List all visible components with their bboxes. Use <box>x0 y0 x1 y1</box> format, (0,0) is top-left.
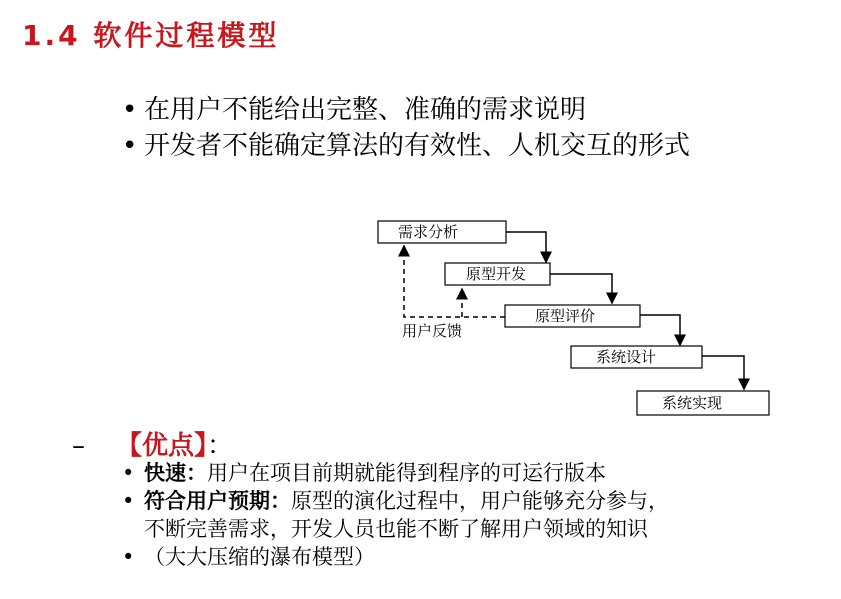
page-title: 1.4 软件过程模型 <box>22 19 280 52</box>
flow-arrow <box>702 356 744 389</box>
flow-arrow <box>640 315 680 345</box>
advantages-list <box>122 459 669 571</box>
flow-arrow <box>550 274 612 303</box>
flow-arrow <box>506 232 546 262</box>
list-item: • 符合用户预期：原型的演化过程中，用户能够充分参与， <box>122 489 669 513</box>
feedback-label: 用户反馈 <box>402 322 463 340</box>
box-label: 原型开发 <box>466 265 527 283</box>
advantages-heading <box>72 425 233 462</box>
item-key: 快速： <box>144 461 207 485</box>
advantages-label: 【优点】 <box>116 431 208 461</box>
item-key: 符合用户预期： <box>144 489 291 513</box>
bullet-text: 在用户不能给出完整、准确的需求说明 <box>144 95 587 125</box>
bullet-item: • 在用户不能给出完整、准确的需求说明 <box>122 95 587 125</box>
item-text: （大大压缩的瀑布模型） <box>144 545 375 569</box>
box-label: 系统实现 <box>662 394 723 412</box>
list-item: • （大大压缩的瀑布模型） <box>122 545 375 569</box>
dash-bullet: – <box>72 431 85 461</box>
item-text: 原型的演化过程中，用户能够充分参与， <box>291 489 669 513</box>
box-label: 原型评价 <box>535 307 596 325</box>
bullet-text: 开发者不能确定算法的有效性、人机交互的形式 <box>144 131 691 161</box>
list-item: • 快速：用户在项目前期就能得到程序的可运行版本 <box>122 461 606 485</box>
item-text: 不断完善需求，开发人员也能不断了解用户领域的知识 <box>144 517 648 541</box>
box-label: 需求分析 <box>398 223 459 241</box>
advantages-colon: ： <box>207 431 234 461</box>
box-label: 系统设计 <box>596 348 657 366</box>
list-item-continued <box>122 515 669 543</box>
item-text: 用户在项目前期就能得到程序的可运行版本 <box>207 461 606 485</box>
bullet-item: • 开发者不能确定算法的有效性、人机交互的形式 <box>122 131 691 161</box>
